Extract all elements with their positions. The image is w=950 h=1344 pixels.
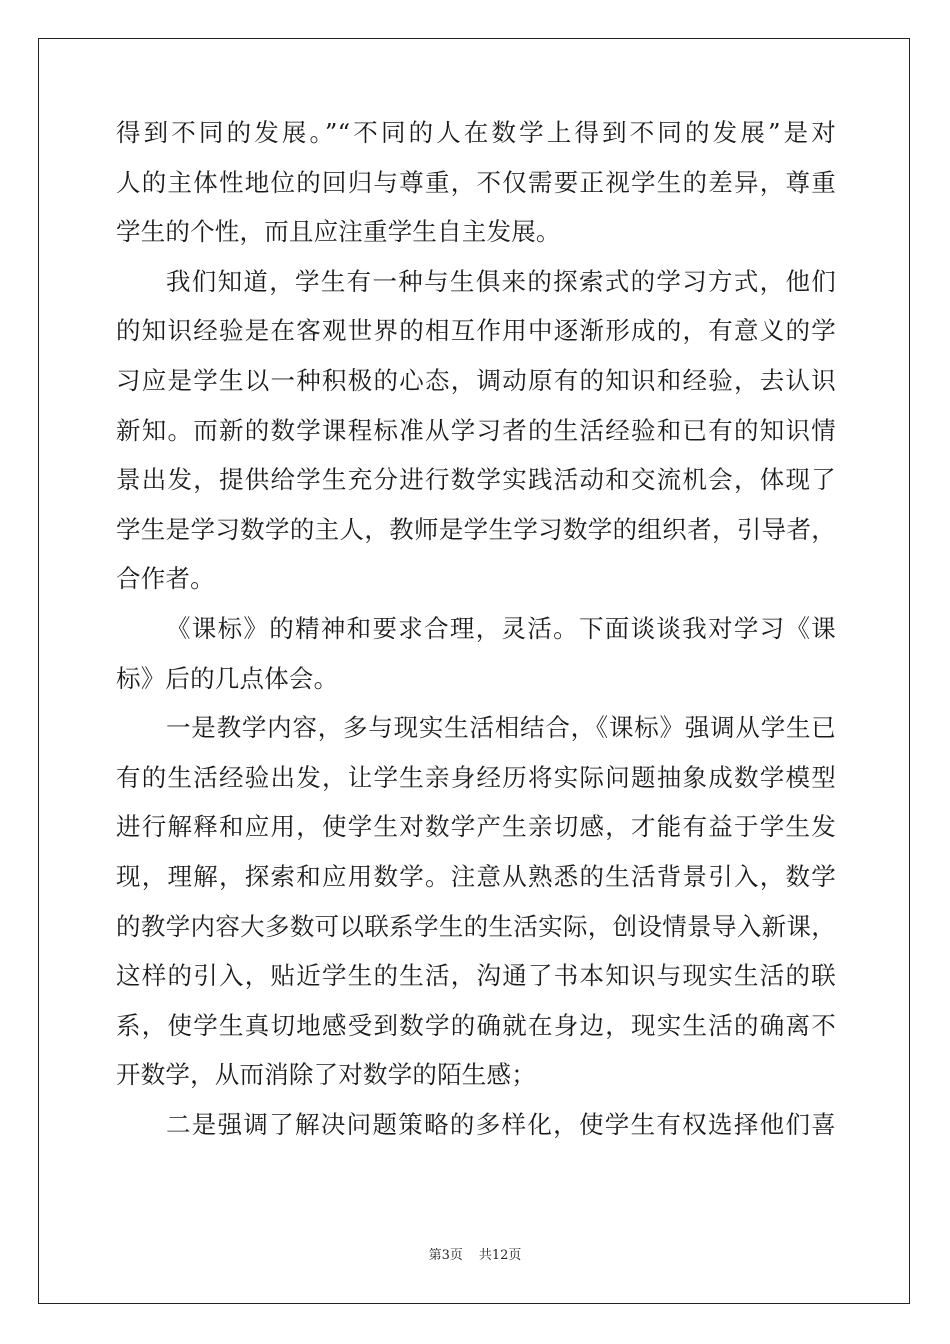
text-line: 合作者。 (116, 564, 215, 594)
text-line: 景出发，提供给学生充分进行数学实践活动和交流机会，体现了 (116, 465, 836, 495)
paragraph (116, 1100, 836, 1150)
text-line: 学生是学习数学的主人，教师是学生学习数学的组织者，引导者， (116, 514, 836, 544)
text-line: 现，理解，探索和应用数学。注意从熟悉的生活背景引入，数学 (116, 861, 836, 891)
page-number: 第3页 (428, 1248, 463, 1263)
text-line: 这样的引入，贴近学生的生活，沟通了书本知识与现实生活的联 (116, 961, 836, 991)
document-body (116, 108, 836, 1149)
page-footer (0, 1244, 950, 1263)
text-line: 的教学内容大多数可以联系学生的生活实际，创设情景导入新课， (116, 911, 836, 941)
text-line: 《课标》的精神和要求合理，灵活。下面谈谈我对学习《课 (166, 613, 836, 643)
text-line: 开数学，从而消除了对数学的陌生感； (116, 1060, 536, 1090)
paragraph (116, 257, 836, 604)
text-line: 得到不同的发展。”“不同的人在数学上得到不同的发展”是对 (116, 118, 836, 147)
text-line: 我们知道，学生有一种与生俱来的探索式的学习方式，他们 (166, 266, 836, 296)
text-line: 人的主体性地位的回归与尊重，不仅需要正视学生的差异，尊重 (116, 167, 836, 197)
page-total: 共12页 (478, 1248, 522, 1263)
text-line: 的知识经验是在客观世界的相互作用中逐渐形成的，有意义的学 (116, 316, 836, 346)
paragraph (116, 703, 836, 1100)
text-line: 学生的个性，而且应注重学生自主发展。 (116, 217, 561, 247)
text-line: 进行解释和应用，使学生对数学产生亲切感，才能有益于学生发 (116, 812, 836, 842)
text-line: 系，使学生真切地感受到数学的确就在身边，现实生活的确离不 (116, 1010, 836, 1040)
text-line: 一是教学内容，多与现实生活相结合，《课标》强调从学生已 (166, 713, 836, 743)
text-line: 新知。而新的数学课程标准从学习者的生活经验和已有的知识情 (116, 415, 836, 445)
text-line: 习应是学生以一种积极的心态，调动原有的知识和经验，去认识 (116, 365, 836, 395)
paragraph (116, 108, 836, 257)
text-line: 有的生活经验出发，让学生亲身经历将实际问题抽象成数学模型 (116, 762, 836, 792)
text-line: 二是强调了解决问题策略的多样化，使学生有权选择他们喜 (166, 1109, 836, 1139)
paragraph (116, 604, 836, 703)
text-line: 标》后的几点体会。 (116, 663, 339, 693)
